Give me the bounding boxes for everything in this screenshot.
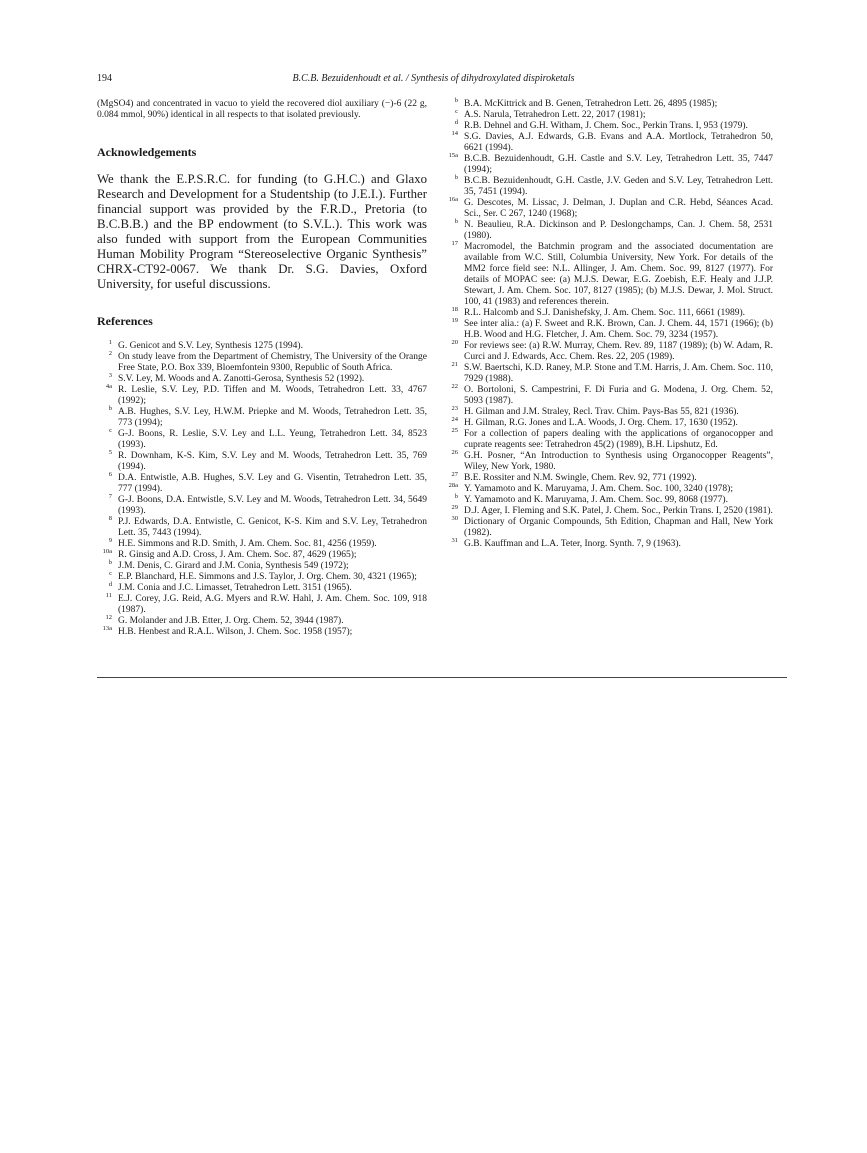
reference-number: 17 — [451, 240, 458, 247]
reference-item — [443, 308, 773, 319]
page-bottom-rule — [97, 677, 787, 678]
reference-number: b — [454, 493, 458, 500]
reference-text: Y. Yamamoto and K. Maruyama, J. Am. Chem. Soc. 99, 8068 (1977). — [464, 495, 728, 505]
reference-number: 28a — [448, 482, 458, 489]
reference-item — [97, 451, 427, 473]
reference-item — [443, 319, 773, 341]
reference-text: D.A. Entwistle, A.B. Hughes, S.V. Ley and G. Visentin, Tetrahedron Lett. 35, 777 (1994). — [118, 473, 427, 494]
reference-number: 9 — [108, 537, 112, 544]
reference-number: 21 — [451, 361, 458, 368]
reference-text: S.V. Ley, M. Woods and A. Zanotti-Gerosa, Synthesis 52 (1992). — [118, 374, 365, 384]
reference-item — [443, 220, 773, 242]
reference-item — [443, 418, 773, 429]
reference-item — [97, 583, 427, 594]
reference-text: G-J. Boons, R. Leslie, S.V. Ley and L.L. Yeung, Tetrahedron Lett. 34, 8523 (1993). — [118, 429, 427, 450]
reference-number: 13a — [102, 625, 112, 632]
reference-text: D.J. Ager, I. Fleming and S.K. Patel, J. Chem. Soc., Perkin Trans. I, 2520 (1981). — [464, 506, 773, 516]
reference-number: 1 — [108, 339, 112, 346]
reference-item — [443, 176, 773, 198]
reference-text: G-J. Boons, D.A. Entwistle, S.V. Ley and M. Woods, Tetrahedron Lett. 34, 5649 (1993). — [118, 495, 427, 516]
reference-text: See inter alia.: (a) F. Sweet and R.K. Brown, Can. J. Chem. 44, 1571 (1966); (b) H.B. Wood and H.G. Fletcher, J. Am. Chem. Soc. 79, 3234 (1957). — [464, 319, 773, 340]
reference-item — [443, 198, 773, 220]
intro-paragraph: (MgSO4) and concentrated in vacuo to yield the recovered diol auxiliary (−)-6 (22 g, 0.084 mmol, 90%) identical in all respects to that isolated previously. — [97, 99, 427, 120]
reference-text: P.J. Edwards, D.A. Entwistle, C. Genicot, K-S. Kim and S.V. Ley, Tetrahedron Lett. 35, 7443 (1994). — [118, 517, 427, 538]
reference-item — [443, 132, 773, 154]
reference-number: 11 — [105, 592, 112, 599]
reference-number: 20 — [451, 339, 458, 346]
reference-number: 23 — [451, 405, 458, 412]
reference-text: H.B. Henbest and R.A.L. Wilson, J. Chem. Soc. 1958 (1957); — [118, 627, 353, 637]
reference-item — [97, 572, 427, 583]
reference-text: R.L. Halcomb and S.J. Danishefsky, J. Am. Chem. Soc. 111, 6661 (1989). — [464, 308, 746, 318]
reference-number: d — [108, 581, 112, 588]
right-column — [443, 99, 773, 550]
reference-number: 31 — [451, 537, 458, 544]
reference-text: E.P. Blanchard, H.E. Simmons and J.S. Taylor, J. Org. Chem. 30, 4321 (1965); — [118, 572, 417, 582]
reference-number: c — [109, 427, 112, 434]
reference-text: B.C.B. Bezuidenhoudt, G.H. Castle, J.V. Geden and S.V. Ley, Tetrahedron Lett. 35, 7451 (1994). — [464, 176, 773, 197]
reference-number: 16a — [448, 196, 458, 203]
reference-number: 6 — [108, 471, 112, 478]
reference-text: Dictionary of Organic Compounds, 5th Edition, Chapman and Hall, New York (1982). — [464, 517, 773, 538]
reference-number: 4a — [105, 383, 112, 390]
reference-number: b — [454, 174, 458, 181]
reference-text: H.E. Simmons and R.D. Smith, J. Am. Chem. Soc. 81, 4256 (1959). — [118, 539, 377, 549]
reference-text: J.M. Denis, C. Girard and J.M. Conia, Synthesis 549 (1972); — [118, 561, 349, 571]
reference-item — [443, 99, 773, 110]
references-heading: References — [97, 314, 153, 328]
reference-text: G.H. Posner, “An Introduction to Synthesis using Organocopper Reagents”, Wiley, New York, 1980. — [464, 451, 773, 472]
reference-text: N. Beaulieu, R.A. Dickinson and P. Deslongchamps, Can. J. Chem. 58, 2531 (1980). — [464, 220, 773, 241]
reference-text: B.E. Rossiter and N.M. Swingle, Chem. Rev. 92, 771 (1992). — [464, 473, 697, 483]
acknowledgements-text: We thank the E.P.S.R.C. for funding (to G.H.C.) and Glaxo Research and Development for a Studentship (to J.E.I.). Further financial support was provided by the F.R.D., Pretoria (to B.C.B.B.) and the BP endowment (to S.V.L.). This work was also funded with support from the European Communities Human Mobility Program “Stereoselective Organic Synthesis” CHRX-CT92-0067. We thank Dr. S.G. Davies, Oxford University, for useful discussions. — [97, 172, 427, 291]
reference-item — [97, 594, 427, 616]
reference-item — [97, 473, 427, 495]
reference-number: 2 — [108, 350, 112, 357]
reference-item — [443, 407, 773, 418]
reference-item — [97, 495, 427, 517]
reference-number: 15a — [448, 152, 458, 159]
reference-item — [443, 495, 773, 506]
reference-text: B.A. McKittrick and B. Genen, Tetrahedron Lett. 26, 4895 (1985); — [464, 99, 718, 109]
reference-text: R. Leslie, S.V. Ley, P.D. Tiffen and M. Woods, Tetrahedron Lett. 33, 4767 (1992); — [118, 385, 427, 406]
reference-number: 12 — [105, 614, 112, 621]
reference-text: R. Ginsig and A.D. Cross, J. Am. Chem. Soc. 87, 4629 (1965); — [118, 550, 357, 560]
reference-text: H. Gilman and J.M. Straley, Recl. Trav. Chim. Pays-Bas 55, 821 (1936). — [464, 407, 739, 417]
reference-text: For reviews see: (a) R.W. Murray, Chem. Rev. 89, 1187 (1989); (b) W. Adam, R. Curci and J. Edwards, Acc. Chem. Res. 22, 205 (1989). — [464, 341, 773, 362]
reference-text: G. Genicot and S.V. Ley, Synthesis 1275 (1994). — [118, 341, 303, 351]
reference-item — [443, 121, 773, 132]
reference-text: B.C.B. Bezuidenhoudt, G.H. Castle and S.V. Ley, Tetrahedron Lett. 35, 7447 (1994); — [464, 154, 773, 175]
reference-item — [97, 539, 427, 550]
reference-text: Macromodel, the Batchmin program and the associated documentation are available from W.C. Still, Columbia University, New York. For details of the MM2 force field see: N.L. Allinger, J. Am. Chem. Soc. 99, 8127 (1977). For details of MOPAC see: (a) M.J.S. Dewar, E.G. Zoebish, E.F. Healy and J.J.P. Stewart, J. Am. Chem. Soc. 107, 8127 (1985); (b) M.J.S. Dewar, J. Mol. Struct. 100, 41 (1983) and references therein. — [464, 242, 773, 307]
reference-number: 10a — [102, 548, 112, 555]
reference-number: b — [108, 405, 112, 412]
reference-number: 5 — [108, 449, 112, 456]
reference-text: S.G. Davies, A.J. Edwards, G.B. Evans and A.A. Mortlock, Tetrahedron 50, 6621 (1994). — [464, 132, 773, 153]
reference-number: 27 — [451, 471, 458, 478]
reference-number: 25 — [451, 427, 458, 434]
page-number: 194 — [97, 73, 112, 84]
reference-text: Y. Yamamoto and K. Maruyama, J. Am. Chem. Soc. 100, 3240 (1978); — [464, 484, 733, 494]
reference-text: A.B. Hughes, S.V. Ley, H.W.M. Priepke and M. Woods, Tetrahedron Lett. 35, 773 (1994); — [118, 407, 427, 428]
reference-item — [443, 385, 773, 407]
reference-text: On study leave from the Department of Chemistry, The University of the Orange Free State, P.O. Box 339, Bloemfontein 9300, Republic of South Africa. — [118, 352, 427, 373]
reference-item — [97, 352, 427, 374]
reference-number: 26 — [451, 449, 458, 456]
reference-number: d — [454, 119, 458, 126]
reference-item — [97, 407, 427, 429]
reference-item — [443, 242, 773, 308]
reference-text: G. Molander and J.B. Etter, J. Org. Chem. 52, 3944 (1987). — [118, 616, 344, 626]
reference-item — [443, 363, 773, 385]
reference-text: R.B. Dehnel and G.H. Witham, J. Chem. Soc., Perkin Trans. I, 953 (1979). — [464, 121, 748, 131]
reference-item — [443, 517, 773, 539]
reference-item — [443, 154, 773, 176]
reference-number: 7 — [108, 493, 112, 500]
reference-item — [443, 341, 773, 363]
reference-number: 8 — [108, 515, 112, 522]
reference-text: J.M. Conia and J.C. Limasset, Tetrahedron Lett. 3151 (1965). — [118, 583, 352, 593]
reference-number: c — [109, 570, 112, 577]
reference-number: 22 — [451, 383, 458, 390]
reference-item — [97, 616, 427, 627]
reference-item — [443, 451, 773, 473]
reference-item — [97, 429, 427, 451]
acknowledgements-heading: Acknowledgements — [97, 145, 197, 159]
reference-item — [97, 627, 427, 638]
reference-item — [97, 561, 427, 572]
reference-item — [97, 385, 427, 407]
reference-item — [443, 429, 773, 451]
reference-item — [97, 341, 427, 352]
reference-number: 24 — [451, 416, 458, 423]
references-list-left — [97, 341, 427, 638]
reference-text: R. Downham, K-S. Kim, S.V. Ley and M. Woods, Tetrahedron Lett. 35, 769 (1994). — [118, 451, 427, 472]
reference-number: c — [455, 108, 458, 115]
reference-text: For a collection of papers dealing with the applications of organocopper and cuprate reagents see: Tetrahedron 45(2) (1989), B.H. Lipshutz, Ed. — [464, 429, 773, 450]
reference-number: b — [108, 559, 112, 566]
reference-number: 29 — [451, 504, 458, 511]
reference-item — [97, 550, 427, 561]
reference-text: S.W. Baertschi, K.D. Raney, M.P. Stone and T.M. Harris, J. Am. Chem. Soc. 110, 7929 (1988). — [464, 363, 773, 384]
reference-number: 30 — [451, 515, 458, 522]
reference-item — [443, 473, 773, 484]
running-head: B.C.B. Bezuidenhoudt et al. / Synthesis of dihydroxylated dispiroketals — [292, 73, 575, 84]
reference-text: G.B. Kauffman and L.A. Teter, Inorg. Synth. 7, 9 (1963). — [464, 539, 681, 549]
references-list-right — [443, 99, 773, 550]
reference-text: G. Descotes, M. Lissac, J. Delman, J. Duplan and C.R. Hebd, Séances Acad. Sci., Ser. C 267, 1240 (1968); — [464, 198, 773, 219]
reference-text: O. Bortoloni, S. Campestrini, F. Di Furia and G. Modena, J. Org. Chem. 52, 5093 (1987). — [464, 385, 773, 406]
reference-item — [443, 539, 773, 550]
left-column — [97, 99, 427, 638]
reference-item — [443, 110, 773, 121]
reference-number: 14 — [451, 130, 458, 137]
reference-number: b — [454, 97, 458, 104]
reference-item — [97, 374, 427, 385]
reference-text: A.S. Narula, Tetrahedron Lett. 22, 2017 (1981); — [464, 110, 646, 120]
reference-item — [97, 517, 427, 539]
reference-item — [443, 506, 773, 517]
reference-text: E.J. Corey, J.G. Reid, A.G. Myers and R.W. Hahl, J. Am. Chem. Soc. 109, 918 (1987). — [118, 594, 427, 615]
reference-number: 18 — [451, 306, 458, 313]
reference-number: 3 — [108, 372, 112, 379]
reference-text: H. Gilman, R.G. Jones and L.A. Woods, J. Org. Chem. 17, 1630 (1952). — [464, 418, 738, 428]
reference-number: 19 — [451, 317, 458, 324]
reference-item — [443, 484, 773, 495]
reference-number: b — [454, 218, 458, 225]
